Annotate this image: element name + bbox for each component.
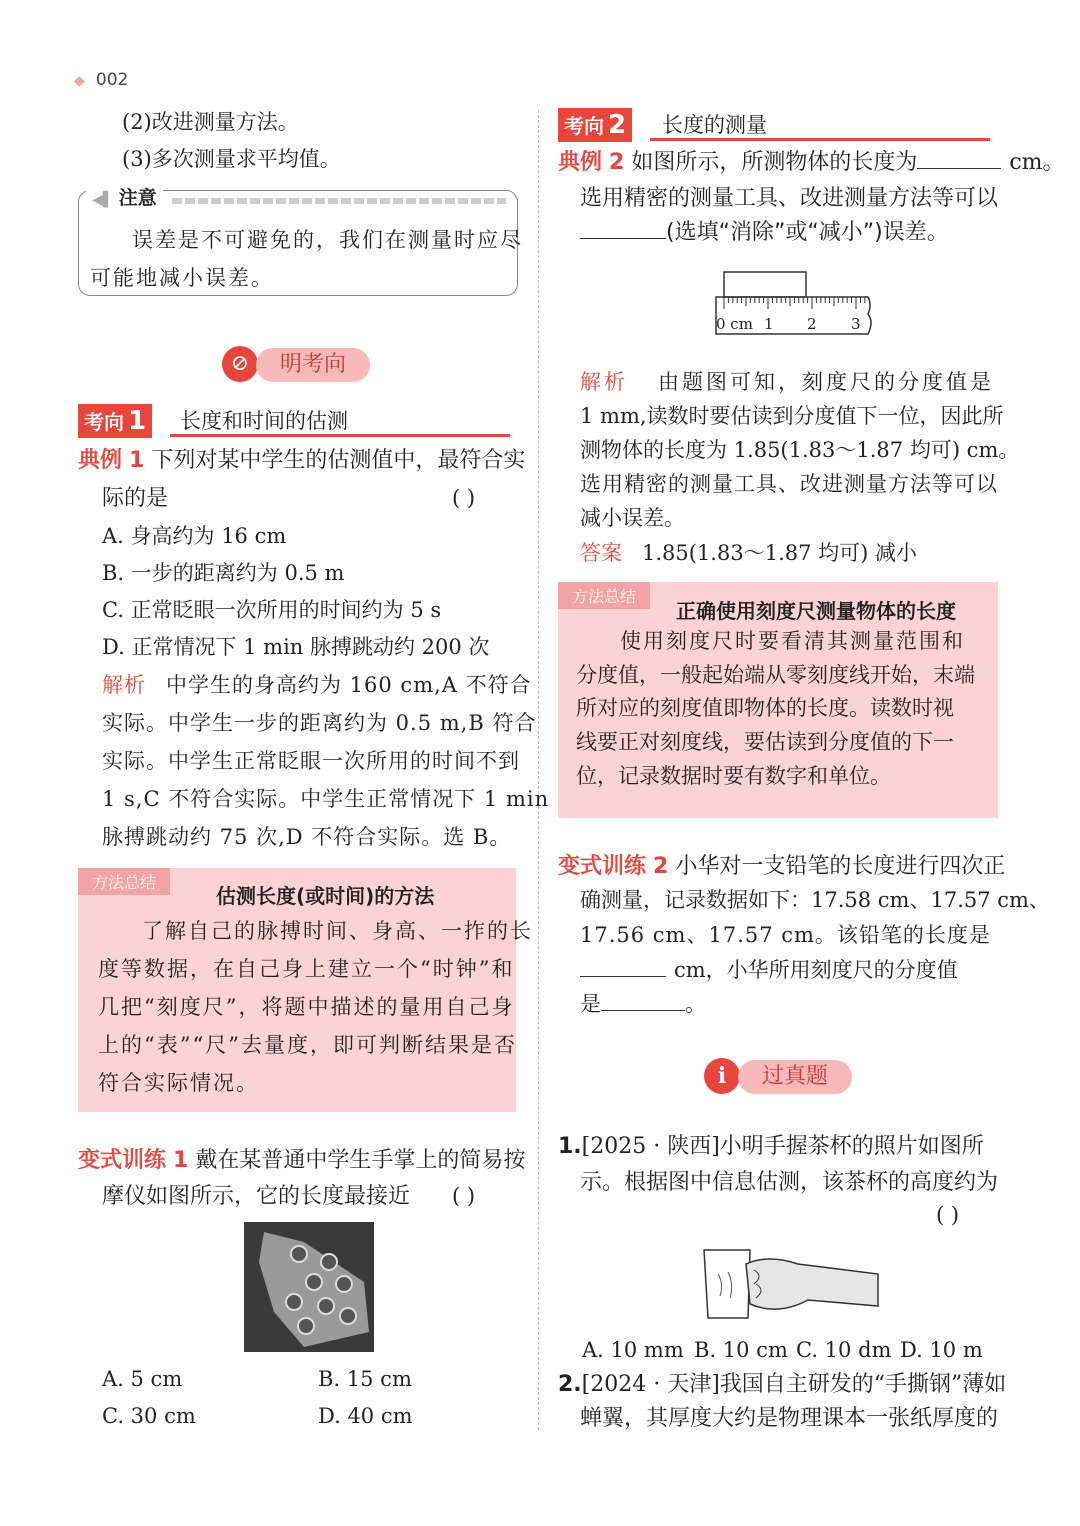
analysis-line1 — [580, 364, 994, 401]
example1-q-line2: 际的是 — [102, 486, 169, 511]
example2-q-line2: 选用精密的测量工具、改进测量方法等可以 — [580, 186, 999, 211]
kaoxiang-underline — [650, 138, 990, 141]
ruler-label-2: 2 — [807, 315, 817, 333]
variant2-line1: 小华对一支铅笔的长度进行四次正 — [675, 854, 1006, 879]
analysis-label: 解析 — [102, 673, 146, 697]
kaoxiang-number: 2 — [608, 110, 627, 140]
analysis-line: 实际。中学生正常眨眼一次所用的时间不到 — [102, 749, 520, 773]
method-line: 上的“表”“尺”去量度，即可判断结果是否 — [98, 1033, 517, 1057]
variant2-line: 确测量，记录数据如下：17.58 cm、17.57 cm、 — [580, 888, 1050, 912]
example2-q-line3-text: (选填“消除”或“减小”)误差。 — [666, 220, 949, 245]
example-label: 典例 — [78, 448, 123, 473]
example-number: 1 — [129, 448, 145, 473]
option-d: D. 10 m — [900, 1338, 983, 1362]
note-header — [86, 183, 163, 210]
method-tag: 方法总结 — [78, 868, 170, 895]
method-line: 了解自己的脉搏时间、身高、一拃的长 — [142, 919, 533, 943]
column-divider — [538, 110, 539, 1430]
variant1-q-line1: 戴在某普通中学生手掌上的简易按 — [195, 1148, 526, 1173]
section-pill-title: 明考向 — [256, 348, 370, 382]
variant-label: 变式训练 — [78, 1148, 167, 1173]
variant2-line4-text: cm，小华所用刻度尺的分度值 — [674, 958, 958, 982]
kaoxiang-badge-text: 考向 — [84, 410, 124, 434]
example-label: 典例 — [558, 150, 603, 175]
variant1-question — [78, 1142, 525, 1179]
note-line: 误差是不可避免的，我们在测量时应尽 — [132, 228, 523, 252]
answer-blank — [917, 146, 1001, 169]
example2-q-line1: 如图所示，所测物体的长度为 — [631, 150, 918, 175]
method-line: 使用刻度尺时要看清其测量范围和 — [620, 629, 965, 653]
q2-number: 2. — [558, 1372, 582, 1397]
note-header-bar — [172, 198, 506, 204]
answer-line — [580, 535, 917, 572]
answer-blank — [601, 988, 685, 1011]
kaoxiang-badge — [558, 108, 632, 142]
option-d: D. 40 cm — [318, 1404, 413, 1428]
page-number-marker — [74, 70, 128, 90]
example2-question — [558, 144, 1065, 181]
cup-hand-figure — [698, 1244, 882, 1324]
method-title: 估测长度(或时间)的方法 — [216, 884, 435, 908]
option-c: C. 10 dm — [796, 1338, 892, 1362]
example1-question — [78, 442, 525, 479]
analysis-line: 减小误差。 — [580, 506, 685, 530]
method-title: 正确使用刻度尺测量物体的长度 — [676, 599, 956, 623]
method-line: 符合实际情况。 — [98, 1071, 259, 1095]
method-line: 位，记录数据时要有数字和单位。 — [576, 764, 891, 788]
example1-q-line1: 下列对某中学生的估测值中，最符合实 — [151, 448, 526, 473]
method-tag: 方法总结 — [558, 582, 650, 609]
massager-photo — [244, 1222, 374, 1352]
option-b: B. 一步的距离约为 0.5 m — [102, 561, 345, 585]
variant-number: 2 — [653, 854, 669, 879]
example-number: 2 — [609, 150, 625, 175]
analysis-line1 — [102, 667, 532, 704]
variant2-line5 — [580, 986, 706, 1023]
analysis-text: 由题图可知，刻度尺的分度值是 — [658, 370, 994, 394]
kaoxiang-badge — [78, 404, 152, 438]
method-line: 所对应的刻度值即物体的长度。读数时视 — [576, 696, 954, 720]
variant2-question — [558, 848, 1005, 885]
answer-text: 1.85(1.83～1.87 均可) 减小 — [642, 541, 918, 565]
option-a: A. 身高约为 16 cm — [102, 524, 287, 548]
method-line: 线要正对刻度线，要估读到分度值的下一 — [576, 730, 954, 754]
kaoxiang-badge-text: 考向 — [564, 114, 604, 138]
answer-paren: ( ) — [452, 486, 476, 510]
variant-number: 1 — [173, 1148, 189, 1173]
analysis-line: 测物体的长度为 1.85(1.83～1.87 均可) cm。 — [580, 438, 1020, 462]
q1-line2: 示。根据图中信息估测，该茶杯的高度约为 — [580, 1170, 999, 1195]
q2-line1 — [558, 1366, 1006, 1403]
option-a: A. 10 mm — [582, 1338, 684, 1362]
answer-paren: ( ) — [452, 1184, 476, 1208]
kaoxiang-title: 长度和时间的估测 — [180, 409, 348, 433]
page-number: 002 — [95, 70, 129, 90]
ruler-label-3: 3 — [851, 315, 861, 333]
ruler-label-0: 0 cm — [716, 315, 753, 333]
method-line: 度等数据，在自己身上建立一个“时钟”和 — [98, 957, 515, 981]
q1-line1 — [558, 1128, 984, 1165]
variant2-line5-b: 。 — [685, 992, 706, 1016]
answer-blank — [580, 216, 666, 239]
q2-text: [2024 · 天津]我国自主研发的“手撕钢”薄如 — [581, 1372, 1007, 1397]
q1-text: [2025 · 陕西]小明手握茶杯的照片如图所 — [581, 1134, 984, 1159]
ruler-figure — [712, 270, 876, 340]
variant2-line5-a: 是 — [580, 992, 601, 1016]
info-icon: i — [704, 1058, 740, 1094]
cup-hand-illustration — [698, 1244, 882, 1324]
note-title: 注意 — [118, 187, 157, 209]
analysis-line: 1 mm,读数时要估读到分度值下一位，因此所 — [580, 404, 1004, 428]
kaoxiang-underline — [170, 434, 510, 437]
option-c: C. 30 cm — [102, 1404, 196, 1428]
intro-line-3: (3)多次测量求平均值。 — [122, 147, 341, 171]
ruler-label-1: 1 — [764, 315, 774, 333]
option-b: B. 10 cm — [694, 1338, 788, 1362]
variant1-q-line2: 摩仪如图所示，它的长度最接近 — [102, 1184, 411, 1209]
analysis-line: 实际。中学生一步的距离约为 0.5 m,B 符合 — [102, 711, 537, 735]
analysis-line: 选用精密的测量工具、改进测量方法等可以 — [580, 472, 998, 496]
option-a: A. 5 cm — [102, 1367, 183, 1391]
method-line: 几把“刻度尺”，将题中描述的量用自己身 — [98, 995, 515, 1019]
option-c: C. 正常眨眼一次所用的时间约为 5 s — [102, 598, 442, 622]
analysis-line: 1 s,C 不符合实际。中学生正常情况下 1 min — [102, 787, 550, 811]
analysis-text: 中学生的身高约为 160 cm,A 不符合 — [166, 673, 532, 697]
example2-q-line3 — [580, 214, 949, 251]
intro-line-2: (2)改进测量方法。 — [122, 110, 299, 134]
speaker-icon: ◀▌ — [92, 192, 114, 208]
variant2-line: 17.56 cm、17.57 cm。该铅笔的长度是 — [580, 923, 991, 947]
option-b: B. 15 cm — [318, 1367, 412, 1391]
note-line: 可能地减小误差。 — [90, 266, 274, 290]
answer-blank — [580, 954, 666, 977]
kaoxiang-number: 1 — [128, 406, 147, 436]
analysis-line: 脉搏跳动约 75 次,D 不符合实际。选 B。 — [102, 825, 512, 849]
variant-label: 变式训练 — [558, 854, 647, 879]
option-d: D. 正常情况下 1 min 脉搏跳动约 200 次 — [102, 635, 490, 659]
variant2-line4 — [580, 952, 958, 989]
kaoxiang-title: 长度的测量 — [662, 113, 767, 137]
answer-paren: ( ) — [936, 1203, 960, 1227]
method-line: 分度值，一般起始端从零刻度线开始，末端 — [576, 663, 975, 687]
compass-icon: ⊘ — [222, 346, 258, 382]
diamond-icon: ◆ — [74, 73, 85, 89]
analysis-label: 解析 — [580, 370, 628, 394]
massager-illustration — [244, 1222, 374, 1352]
q2-line2: 蝉翼，其厚度大约是物理课本一张纸厚度的 — [580, 1406, 999, 1431]
answer-label: 答案 — [580, 541, 622, 565]
example2-unit: cm。 — [1009, 150, 1065, 175]
section-pill-title: 过真题 — [738, 1060, 852, 1094]
q1-number: 1. — [558, 1134, 582, 1159]
